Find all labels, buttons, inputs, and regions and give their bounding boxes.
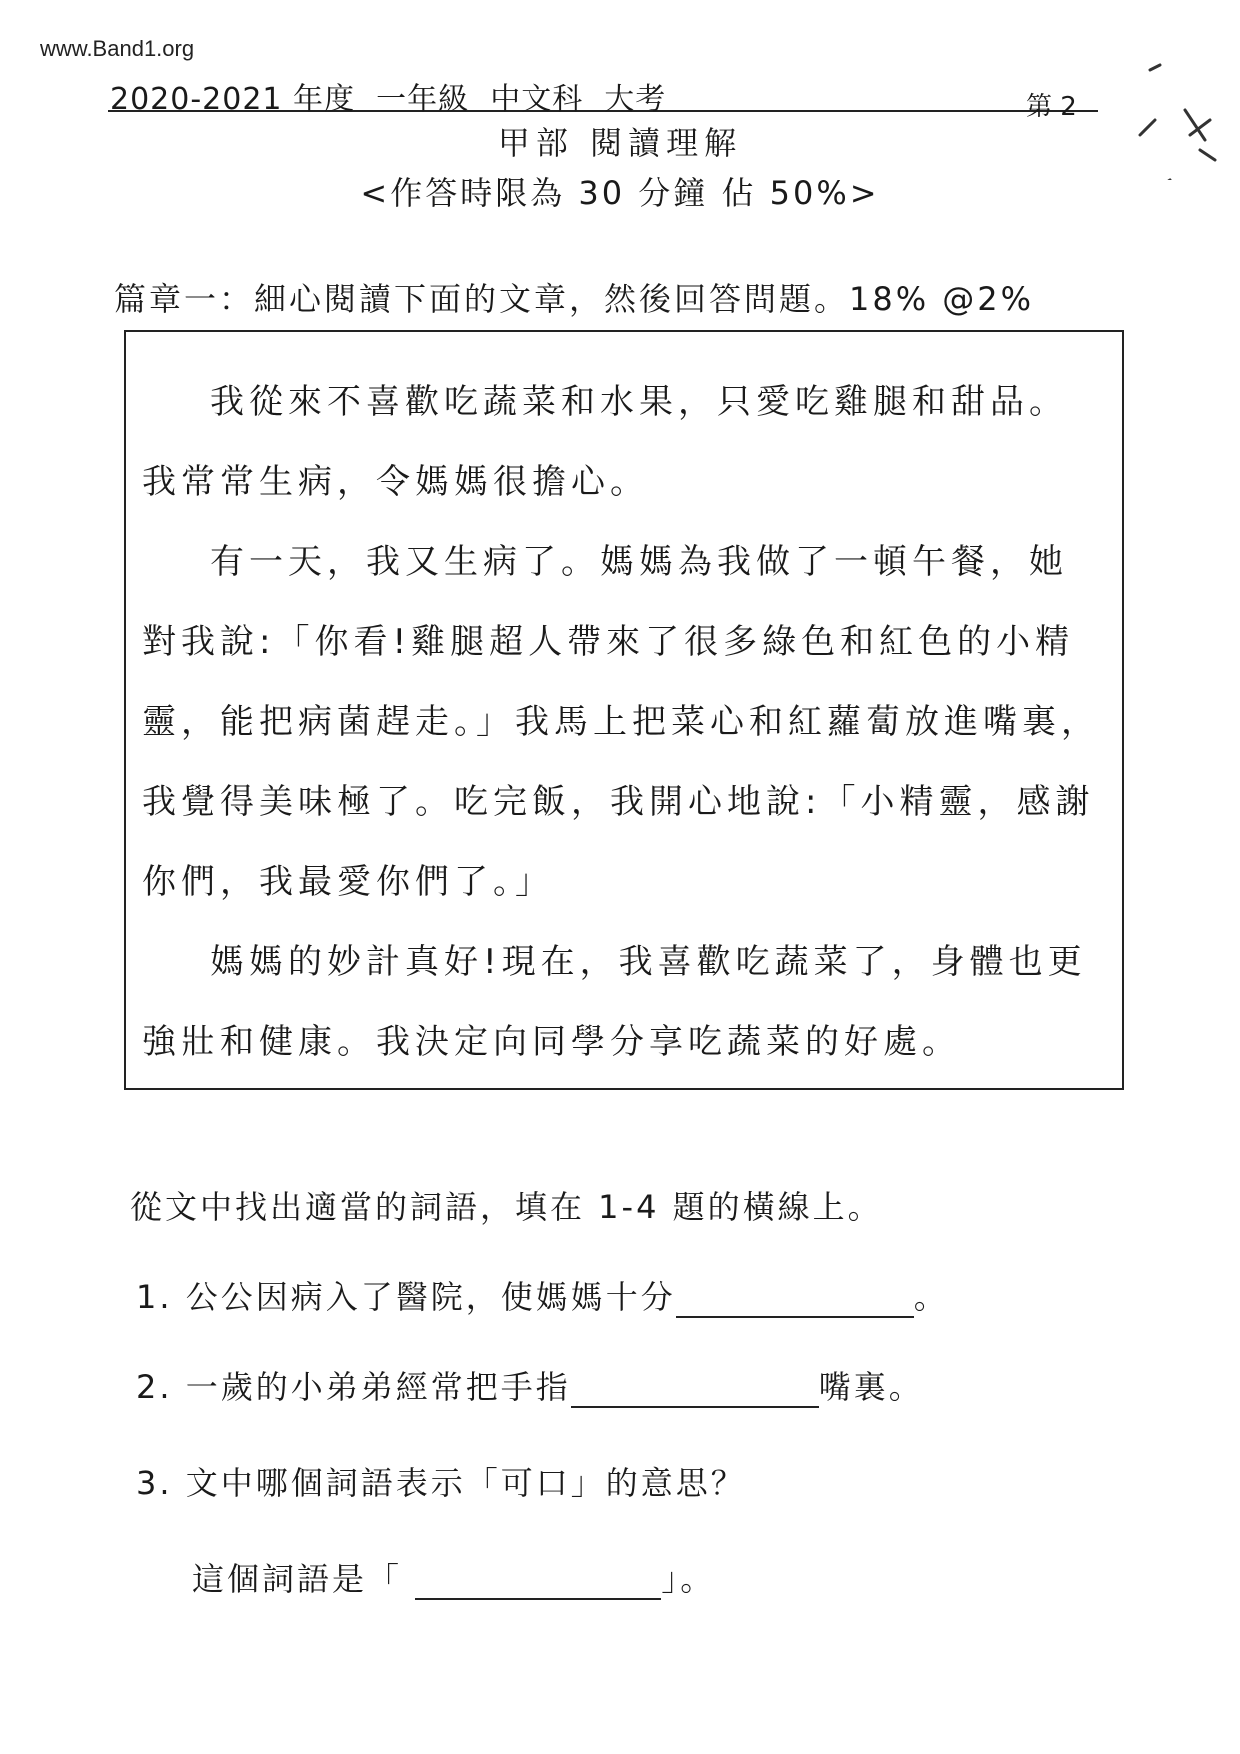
- question-3-answer-end: 」。: [661, 1560, 716, 1598]
- section-info: <作答時限為 30 分鐘 佔 50%>: [360, 174, 880, 212]
- passage-paragraph-1: 我從來不喜歡吃蔬菜和水果，只愛吃雞腿和甜品。我常常生病，令媽媽很擔心。: [142, 382, 1068, 502]
- passage-instruction: 篇章一：細心閱讀下面的文章，然後回答問題。18% @2%: [114, 280, 1035, 318]
- question-1-blank[interactable]: [676, 1282, 914, 1318]
- question-2-end: 嘴裏。: [818, 1368, 924, 1406]
- website-url: www.Band1.org: [40, 36, 195, 61]
- question-3-text: 3. 文中哪個詞語表示「可口」的意思？: [136, 1464, 746, 1502]
- passage-paragraph-3: 媽媽的妙計真好!現在，我喜歡吃蔬菜了，身體也更強壯和健康。我決定向同學分享吃蔬菜的好處。: [142, 942, 1087, 1062]
- question-1-text: 1. 公公因病入了醫院，使媽媽十分: [136, 1278, 676, 1316]
- question-2: [136, 1362, 924, 1408]
- question-1-end: 。: [913, 1278, 949, 1316]
- question-1: [136, 1272, 949, 1318]
- question-2-text: 2. 一歲的小弟弟經常把手指: [136, 1368, 571, 1406]
- passage-box: [124, 330, 1124, 1090]
- question-3: [136, 1458, 746, 1504]
- exam-title: 2020-2021 年度 一年級 中文科 大考: [110, 82, 667, 117]
- question-3-blank[interactable]: [415, 1564, 661, 1600]
- passage-paragraph-2: 有一天，我又生病了。媽媽為我做了一頓午餐，她對我說:「你看!雞腿超人帶來了很多綠色和紅色的小精靈，能把病菌趕走。」我馬上把菜心和紅蘿蔔放進嘴裏，我覺得美味極了。吃完飯，我開心地說:「小精靈，感謝你們，我最愛你們了。」: [142, 542, 1100, 902]
- question-2-blank[interactable]: [571, 1372, 819, 1408]
- questions-instruction: 從文中找出適當的詞語，填在 1-4 題的橫線上。: [130, 1188, 883, 1226]
- page-number: 第 2: [1026, 92, 1077, 122]
- question-3-answer: [192, 1554, 715, 1600]
- question-3-answer-start: 這個詞語是「: [192, 1560, 416, 1598]
- section-title: 甲部 閱讀理解: [497, 124, 743, 162]
